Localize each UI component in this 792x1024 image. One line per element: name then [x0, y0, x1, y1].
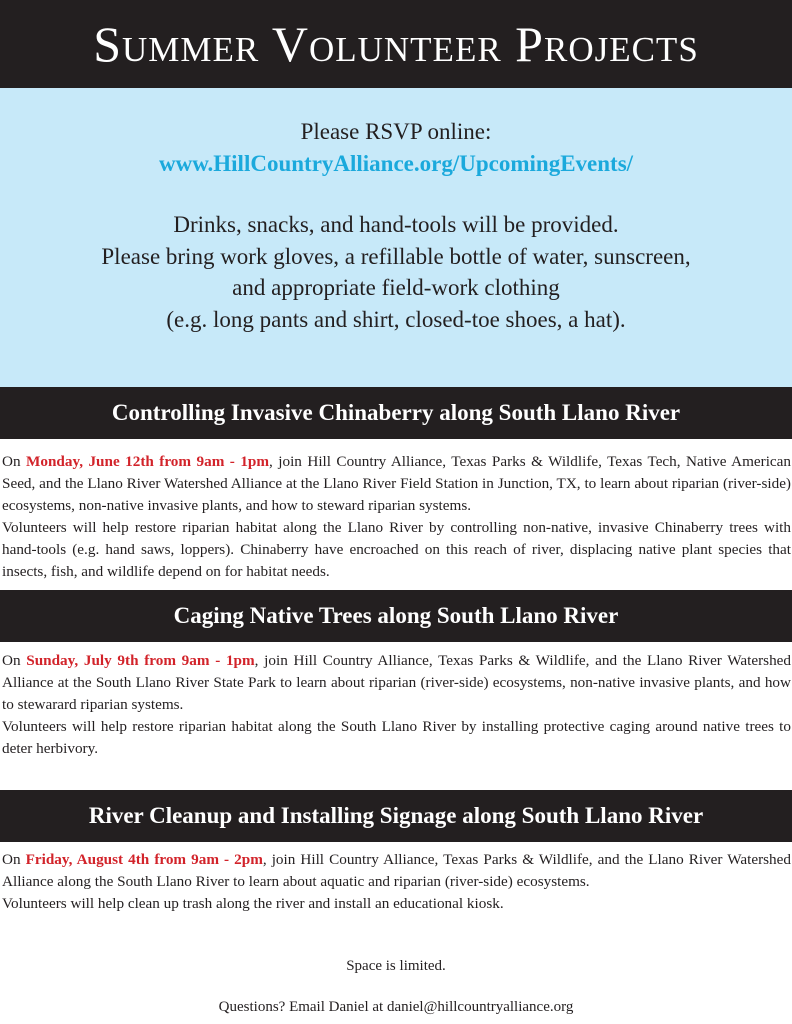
space-limited-note: Space is limited.	[346, 958, 446, 974]
rsvp-info-box	[0, 88, 792, 387]
section-intro	[2, 849, 791, 893]
section-header-caging	[0, 590, 792, 642]
on-text: On	[2, 652, 27, 669]
page-title: Summer Volunteer Projects	[93, 16, 699, 72]
section-header-cleanup	[0, 790, 792, 842]
provided-text: Drinks, snacks, and hand-tools will be provided.	[173, 212, 619, 237]
section-body-chinaberry	[2, 451, 791, 583]
section-header-chinaberry	[0, 387, 792, 439]
rsvp-label: Please RSVP online:	[300, 119, 492, 144]
on-text: On	[2, 851, 26, 868]
intro-text: , join Hill Country Alliance, Texas Parks & Wildlife, Texas Tech, Native American Seed, and the Llano River Watershed Alliance at the Llano River Field Station in Junction, TX, to learn about riparian (river-side) ecosystems, non-native invasive plants, and how to steward riparian systems.	[2, 453, 791, 514]
bring-text-line-2: and appropriate field-work clothing	[232, 275, 560, 300]
section-details: Volunteers will help clean up trash along the river and install an educational kiosk.	[2, 895, 504, 912]
intro-text: , join Hill Country Alliance, Texas Parks & Wildlife, and the Llano River Watershed Alliance along the South Llano River to learn about aquatic and riparian (river-side) ecosystems.	[2, 851, 791, 890]
section-details: Volunteers will help restore riparian habitat along the South Llano River by installing protective caging around native trees to deter herbivory.	[2, 718, 791, 757]
section-intro	[2, 451, 791, 517]
section-title: Caging Native Trees along South Llano River	[173, 603, 619, 628]
bring-text-line-3: (e.g. long pants and shirt, closed-toe shoes, a hat).	[166, 306, 626, 332]
bring-text-line-1: Please bring work gloves, a refillable bottle of water, sunscreen,	[101, 243, 691, 269]
section-body-cleanup	[2, 849, 791, 915]
section-body-caging	[2, 650, 791, 760]
section-title: River Cleanup and Installing Signage along South Llano River	[88, 803, 704, 828]
event-date: Sunday, July 9th from 9am - 1pm	[26, 652, 255, 669]
event-date: Monday, June 12th from 9am - 1pm	[26, 453, 270, 470]
event-date: Friday, August 4th from 9am - 2pm	[25, 851, 263, 868]
section-intro	[2, 650, 791, 716]
on-text: On	[2, 453, 27, 470]
section-details: Volunteers will help restore riparian habitat along the Llano River by controlling non-native, invasive Chinaberry trees with hand-tools (e.g. hand saws, loppers). Chinaberry have encroached on this reach of river, displacing native plant species that insects, fish, and wildlife depend on for habitat needs.	[2, 519, 791, 580]
rsvp-link[interactable]: www.HillCountryAlliance.org/UpcomingEvents/	[158, 150, 634, 176]
section-title: Controlling Invasive Chinaberry along South Llano River	[111, 400, 681, 425]
questions-contact: Questions? Email Daniel at daniel@hillcountryalliance.org	[218, 999, 574, 1015]
intro-text: , join Hill Country Alliance, Texas Parks & Wildlife, and the Llano River Watershed Alliance at the South Llano River State Park to learn about riparian (river-side) ecosystems, non-native invasive plants, and how to stewarard riparian systems.	[2, 652, 792, 713]
title-banner	[0, 0, 792, 88]
